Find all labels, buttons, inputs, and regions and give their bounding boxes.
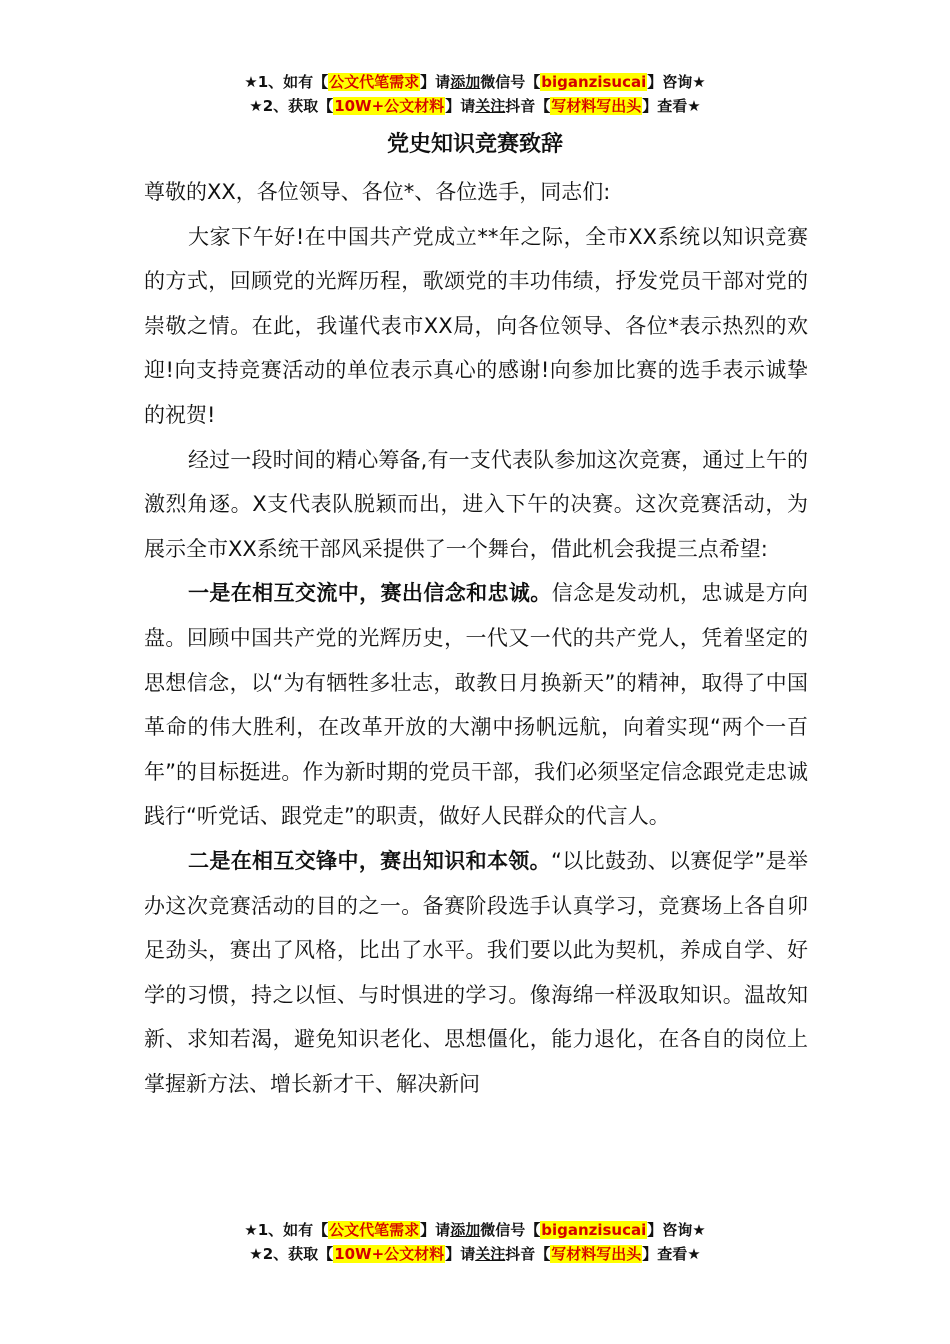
point-2-text: “以比鼓劲、以赛促学”是举办这次竞赛活动的目的之一。备赛阶段选手认真学习，竞赛场上各自卯足劲头，赛出了风格，比出了水平。我们要以此为契机，养成自学、好学的习惯，持之以恒、与时惧进的学习。像海绵一样汲取知识。温故知新、求知若渴，避免知识老化、思想僵化，能力退化，在各自的岗位上掌握新方法、增长新才干、解决新问 [144, 848, 808, 1096]
highlight-text: 10W+公文材料 [334, 97, 445, 115]
banner-text: ★2、获取【 [249, 1245, 334, 1263]
banner-text: 】咨询★ [647, 1221, 706, 1239]
paragraph-3 [144, 571, 808, 839]
highlight-text: 公文代笔需求 [329, 73, 420, 91]
header-banner [0, 70, 950, 118]
banner-text: ★1、如有【 [244, 1221, 329, 1239]
banner-line-2 [0, 94, 950, 118]
point-1-heading: 一是在相互交流中，赛出信念和忠诚。 [188, 581, 552, 606]
banner-text: ★2、获取【 [249, 97, 334, 115]
banner-text: 微信号【 [480, 73, 541, 91]
banner-text: 】请 [420, 1221, 451, 1239]
footer-banner [0, 1218, 950, 1266]
underlined-text: 添加 [450, 73, 481, 91]
underlined-text: 关注 [475, 97, 506, 115]
banner-text: 抖音【 [505, 97, 551, 115]
wechat-id: biganzisucai [541, 1221, 647, 1239]
douyin-account: 写材料写出头 [551, 97, 642, 115]
paragraph-4 [144, 839, 808, 1107]
banner-line-1 [0, 70, 950, 94]
wechat-id: biganzisucai [541, 73, 647, 91]
banner-text: ★1、如有【 [244, 73, 329, 91]
banner-text: 】查看★ [642, 97, 701, 115]
banner-text: 】请 [420, 73, 451, 91]
paragraph-2: 经过一段时间的精心筹备,有一支代表队参加这次竞赛，通过上午的激烈角逐。X支代表队脱颖而出，进入下午的决赛。这次竞赛活动，为展示全市XX系统干部风采提供了一个舞台，借此机会我提三点希望: [144, 447, 808, 561]
banner-text: 】请 [445, 1245, 476, 1263]
banner-text: 】请 [445, 97, 476, 115]
salutation: 尊敬的XX，各位领导、各位*、各位选手，同志们: [144, 180, 611, 204]
document-body [144, 170, 808, 1106]
douyin-account: 写材料写出头 [551, 1245, 642, 1263]
banner-line-2 [0, 1242, 950, 1266]
point-1-text: 信念是发动机，忠诚是方向盘。回顾中国共产党的光辉历史，一代又一代的共产党人，凭着坚定的思想信念，以“为有牺牲多壮志，敢教日月换新天”的精神，取得了中国革命的伟大胜利，在改革开放的大潮中扬帆远航，向着实现“两个一百年”的目标挺进。作为新时期的党员干部，我们必须坚定信念跟党走忠诚践行“听党话、跟党走”的职责，做好人民群众的代言人。 [144, 581, 809, 829]
banner-line-1 [0, 1218, 950, 1242]
underlined-text: 关注 [475, 1245, 506, 1263]
document-title: 党史知识竞赛致辞 [386, 132, 563, 157]
banner-text: 微信号【 [480, 1221, 541, 1239]
banner-text: 抖音【 [505, 1245, 551, 1263]
highlight-text: 10W+公文材料 [334, 1245, 445, 1263]
point-2-heading: 二是在相互交锋中，赛出知识和本领。 [188, 848, 551, 873]
banner-text: 】查看★ [642, 1245, 701, 1263]
banner-text: 】咨询★ [647, 73, 706, 91]
paragraph-1: 大家下午好!在中国共产党成立**年之际，全市XX系统以知识竞赛的方式，回顾党的光辉历程，歌颂党的丰功伟绩，抒发党员干部对党的崇敬之情。在此，我谨代表市XX局，向各位领导、各位*表示热烈的欢迎!向支持竞赛活动的单位表示真心的感谢!向参加比赛的选手表示诚挚的祝贺! [144, 224, 808, 427]
underlined-text: 添加 [450, 1221, 481, 1239]
highlight-text: 公文代笔需求 [329, 1221, 420, 1239]
